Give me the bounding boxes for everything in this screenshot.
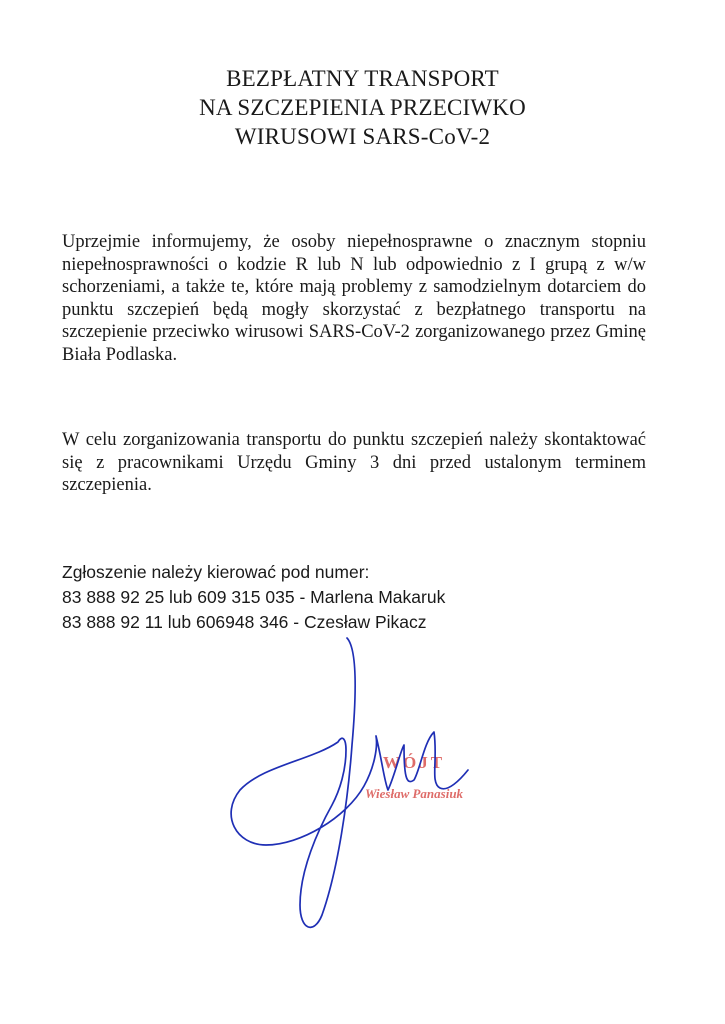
stamp-name: Wiesław Panasiuk: [364, 786, 464, 801]
contact-intro: Zgłoszenie należy kierować pod numer:: [62, 562, 370, 582]
instruction-paragraph: W celu zorganizowania transportu do punktu szczepień należy skontaktować się z pracownikami Urzędu Gminy 3 dni przed ustalonym terminem szczepienia.: [62, 430, 646, 496]
title-line-2: NA SZCZEPIENIA PRZECIWKO: [199, 95, 526, 120]
contact-line-pikacz: 83 888 92 11 lub 606948 346 - Czesław Pikacz: [62, 612, 427, 632]
contact-block: [62, 560, 646, 635]
stamp-title: WÓJT: [382, 753, 446, 772]
title-line-3: WIRUSOWI SARS-CoV-2: [234, 124, 491, 149]
official-stamp: [318, 736, 508, 816]
contact-line-makaruk: 83 888 92 25 lub 609 315 035 - Marlena Makaruk: [62, 587, 446, 607]
document-title: [0, 64, 725, 151]
title-line-1: BEZPŁATNY TRANSPORT: [226, 66, 499, 91]
info-paragraph: Uprzejmie informujemy, że osoby niepełnosprawne o znacznym stopniu niepełnosprawności o kodzie R lub N lub odpowiednio z I grupą z w/w schorzeniami, a także te, które mają problemy z samodzielnym dotarciem do punktu szczepień będą mogły skorzystać z bezpłatnego transportu na szczepienie przeciwko wirusowi SARS-CoV-2 zorganizowanego przez Gminę Biała Podlaska.: [62, 232, 646, 365]
